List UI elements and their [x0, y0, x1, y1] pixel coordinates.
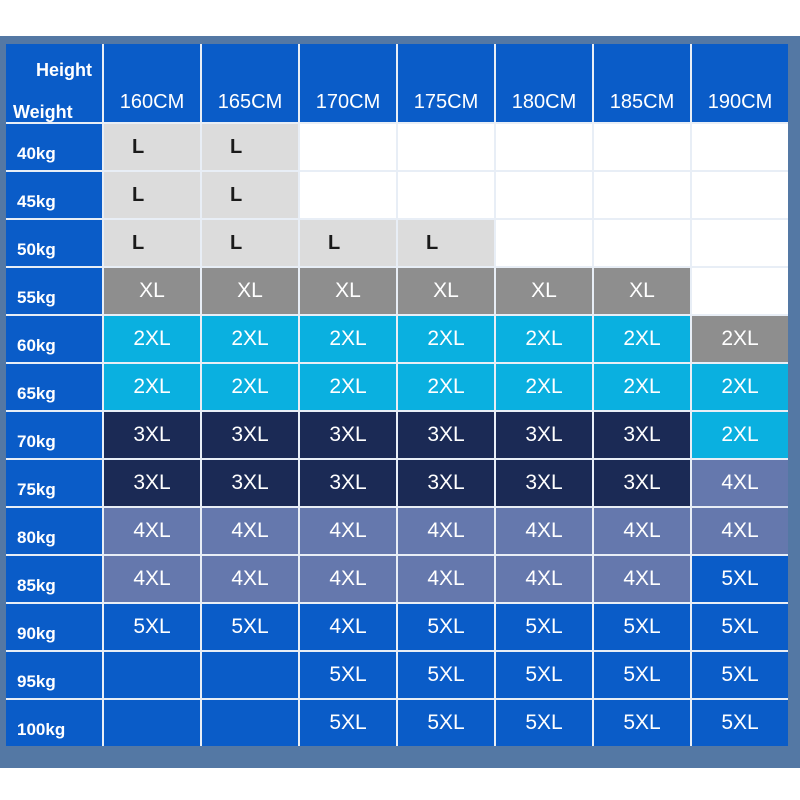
size-cell [496, 172, 592, 218]
row-header-weight: 95kg [6, 652, 102, 698]
size-cell: L [202, 124, 298, 170]
size-cell: 2XL [692, 364, 788, 410]
column-header-height: 180CM [496, 44, 592, 122]
size-cell: L [202, 220, 298, 266]
column-header-height: 190CM [692, 44, 788, 122]
size-cell [692, 220, 788, 266]
size-cell: 2XL [104, 316, 200, 362]
size-cell: 3XL [300, 412, 396, 458]
size-cell: 4XL [300, 604, 396, 650]
size-cell [202, 700, 298, 746]
size-cell [594, 172, 690, 218]
size-cell: XL [398, 268, 494, 314]
size-cell: 5XL [202, 604, 298, 650]
size-cell: 2XL [594, 364, 690, 410]
weight-axis-label: Weight [13, 102, 73, 122]
size-cell: 2XL [398, 316, 494, 362]
size-cell: 5XL [594, 700, 690, 746]
size-cell [692, 124, 788, 170]
row-header-weight: 85kg [6, 556, 102, 602]
size-cell: 4XL [300, 556, 396, 602]
size-cell [594, 220, 690, 266]
row-header-weight: 90kg [6, 604, 102, 650]
size-cell [692, 172, 788, 218]
size-cell [202, 652, 298, 698]
column-header-height: 160CM [104, 44, 200, 122]
size-cell: 3XL [594, 412, 690, 458]
size-cell: 5XL [496, 652, 592, 698]
size-cell: 3XL [202, 460, 298, 506]
size-cell: 2XL [300, 316, 396, 362]
size-cell: 3XL [104, 460, 200, 506]
size-cell [300, 172, 396, 218]
height-axis-label: Height [36, 60, 92, 80]
row-header-weight: 60kg [6, 316, 102, 362]
size-cell: 5XL [594, 652, 690, 698]
size-cell: 3XL [300, 460, 396, 506]
size-cell: L [300, 220, 396, 266]
column-header-height: 175CM [398, 44, 494, 122]
table-corner-header [6, 44, 102, 122]
size-cell: 3XL [594, 460, 690, 506]
size-cell: 2XL [496, 316, 592, 362]
column-header-height: 170CM [300, 44, 396, 122]
size-cell: L [104, 172, 200, 218]
row-header-weight: 50kg [6, 220, 102, 266]
row-header-weight: 75kg [6, 460, 102, 506]
column-header-height: 185CM [594, 44, 690, 122]
size-cell: 3XL [398, 412, 494, 458]
size-cell: 5XL [398, 652, 494, 698]
size-cell [104, 652, 200, 698]
size-cell [398, 172, 494, 218]
size-cell: 5XL [692, 556, 788, 602]
row-header-weight: 100kg [6, 700, 102, 746]
size-cell: 5XL [104, 604, 200, 650]
size-cell: 4XL [104, 556, 200, 602]
size-cell: 2XL [692, 412, 788, 458]
size-cell [398, 124, 494, 170]
row-header-weight: 80kg [6, 508, 102, 554]
size-cell [692, 268, 788, 314]
size-cell: 5XL [300, 700, 396, 746]
size-cell: 5XL [496, 700, 592, 746]
size-cell: 3XL [104, 412, 200, 458]
size-cell [594, 124, 690, 170]
size-cell: 5XL [496, 604, 592, 650]
size-cell: 2XL [104, 364, 200, 410]
row-header-weight: 45kg [6, 172, 102, 218]
size-cell: XL [202, 268, 298, 314]
size-cell: XL [300, 268, 396, 314]
size-cell: L [104, 220, 200, 266]
size-cell: 4XL [398, 556, 494, 602]
size-cell: XL [594, 268, 690, 314]
size-cell: 5XL [692, 700, 788, 746]
size-cell: 4XL [398, 508, 494, 554]
size-cell [496, 220, 592, 266]
size-cell: 5XL [594, 604, 690, 650]
size-cell: 5XL [398, 700, 494, 746]
size-cell: 4XL [496, 508, 592, 554]
size-cell: 4XL [202, 556, 298, 602]
size-cell: 3XL [496, 412, 592, 458]
row-header-weight: 65kg [6, 364, 102, 410]
size-cell: 4XL [496, 556, 592, 602]
size-cell: 2XL [398, 364, 494, 410]
size-chart-table [6, 44, 788, 746]
row-header-weight: 55kg [6, 268, 102, 314]
size-cell: 4XL [104, 508, 200, 554]
size-cell: 4XL [202, 508, 298, 554]
row-header-weight: 40kg [6, 124, 102, 170]
size-cell: 2XL [692, 316, 788, 362]
size-cell: 2XL [202, 316, 298, 362]
size-cell: 4XL [692, 460, 788, 506]
size-cell: 2XL [496, 364, 592, 410]
size-cell: 5XL [398, 604, 494, 650]
size-cell [104, 700, 200, 746]
size-cell [496, 124, 592, 170]
size-cell: 3XL [496, 460, 592, 506]
size-cell: 3XL [202, 412, 298, 458]
column-header-height: 165CM [202, 44, 298, 122]
size-cell: L [202, 172, 298, 218]
size-cell: 3XL [398, 460, 494, 506]
size-cell: 4XL [594, 508, 690, 554]
size-cell: 5XL [692, 604, 788, 650]
size-cell [300, 124, 396, 170]
row-header-weight: 70kg [6, 412, 102, 458]
size-cell: XL [496, 268, 592, 314]
size-cell: 4XL [300, 508, 396, 554]
size-cell: XL [104, 268, 200, 314]
size-cell: 4XL [594, 556, 690, 602]
size-cell: 2XL [202, 364, 298, 410]
size-cell: 2XL [300, 364, 396, 410]
size-cell: 4XL [692, 508, 788, 554]
size-cell: L [104, 124, 200, 170]
size-cell: 2XL [594, 316, 690, 362]
size-cell: 5XL [692, 652, 788, 698]
size-cell: L [398, 220, 494, 266]
size-cell: 5XL [300, 652, 396, 698]
